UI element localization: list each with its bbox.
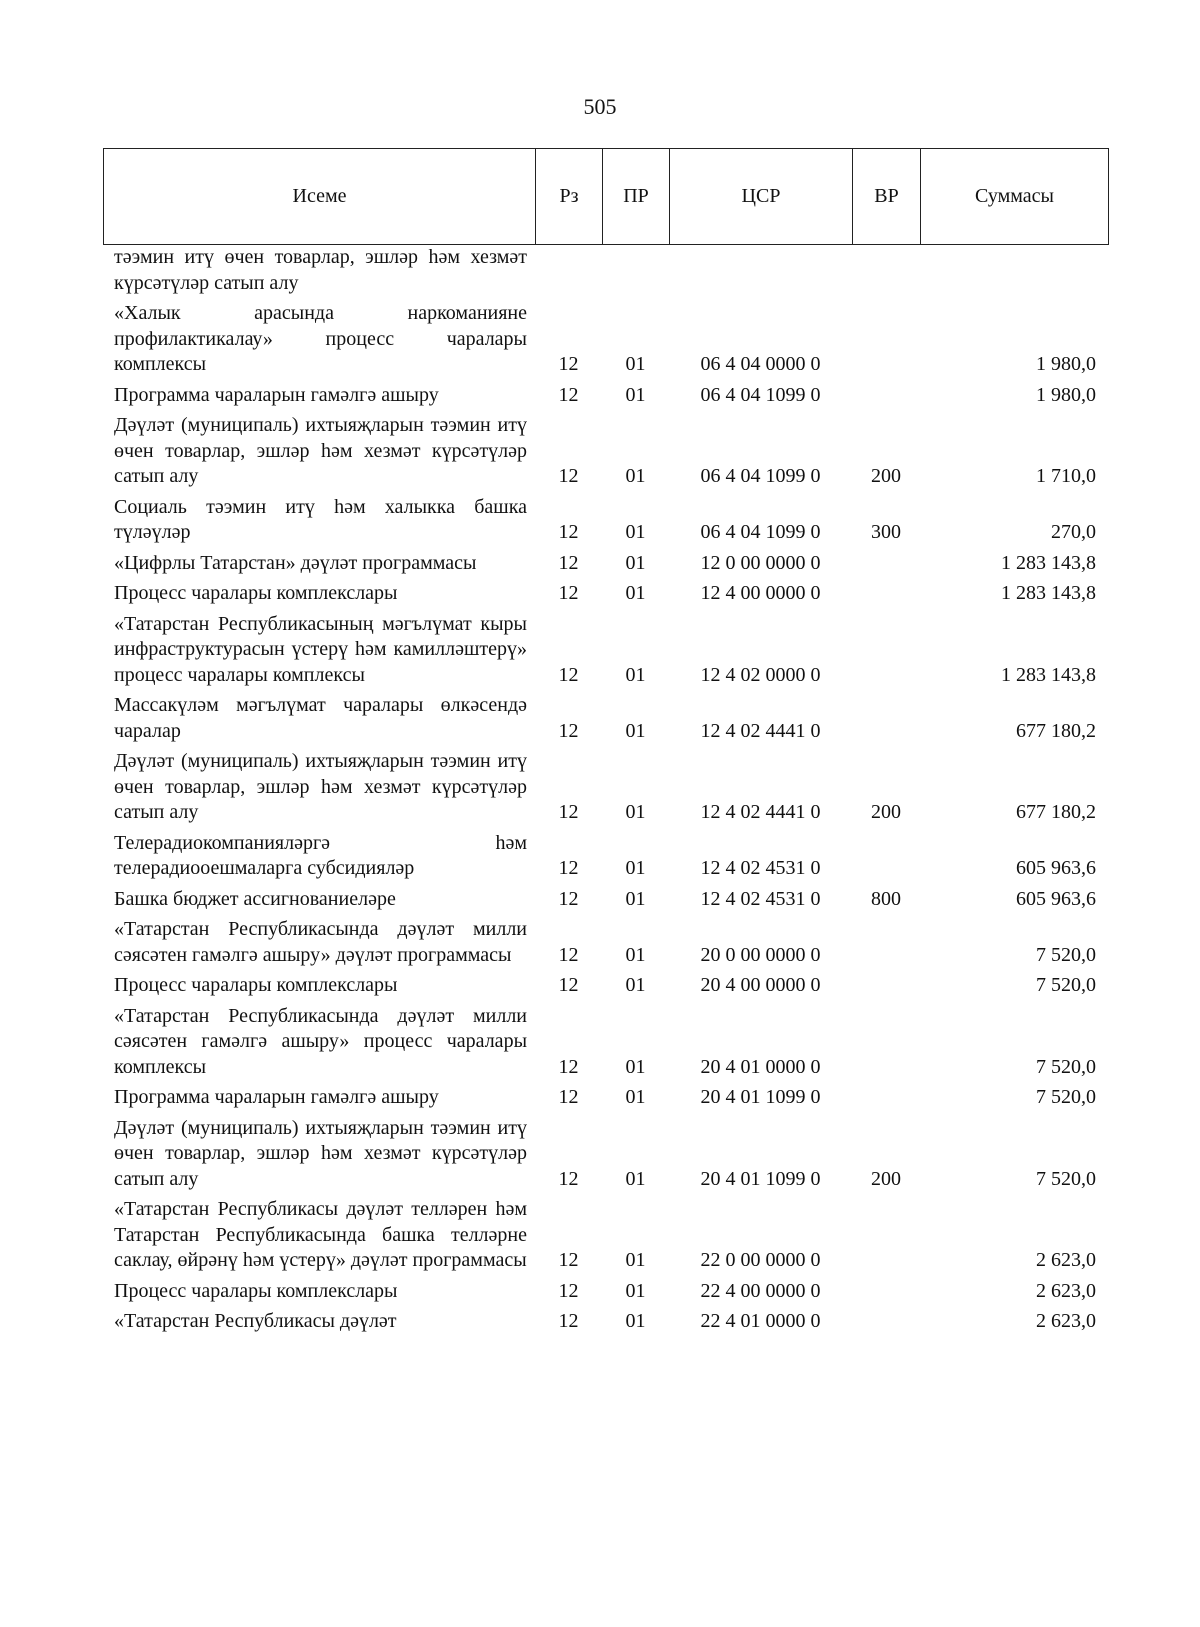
cell-sum: 677 180,2 <box>1016 719 1096 742</box>
cell-rz: 12 <box>558 801 579 823</box>
table-row <box>103 1111 1108 1193</box>
cell-vr: 200 <box>871 465 901 487</box>
cell-vr <box>852 1304 920 1335</box>
table-row <box>103 607 1108 689</box>
cell-rz: 12 <box>558 353 579 375</box>
cell-pr: 01 <box>625 1310 646 1332</box>
cell-pr: 01 <box>625 887 646 910</box>
cell-csr: 20 4 01 1099 0 <box>700 1086 821 1108</box>
cell-csr: 12 0 00 0000 0 <box>700 551 821 574</box>
table-row <box>103 378 1108 409</box>
cell-csr: 20 0 00 0000 0 <box>700 943 821 966</box>
cell-vr <box>852 378 920 409</box>
table-row <box>103 1304 1108 1335</box>
cell-name: Телерадиокомпанияләргә һәм телерадиооешмаларга субсидияләр <box>114 831 527 879</box>
table-header <box>103 148 1109 245</box>
cell-vr: 300 <box>871 521 901 543</box>
cell-rz: 12 <box>558 1249 579 1271</box>
table-row <box>103 999 1108 1081</box>
cell-rz: 12 <box>558 857 579 879</box>
cell-rz: 12 <box>558 1310 579 1332</box>
cell-name: «Цифрлы Татарстан» дәүләт программасы <box>114 551 477 574</box>
table-row <box>103 245 1108 296</box>
cell-rz: 12 <box>558 943 579 966</box>
cell-sum: 7 520,0 <box>1036 1086 1096 1108</box>
cell-sum: 1 283 143,8 <box>1001 551 1096 574</box>
cell-rz: 12 <box>558 383 579 406</box>
cell-csr: 12 4 02 0000 0 <box>700 663 821 686</box>
cell-sum: 2 623,0 <box>1036 1310 1096 1332</box>
cell-pr: 01 <box>625 719 646 742</box>
cell-csr: 12 4 02 4441 0 <box>700 719 821 742</box>
table-row <box>103 1274 1108 1305</box>
cell-sum: 7 520,0 <box>1036 1167 1096 1190</box>
cell-name: «Татарстан Республикасы дәүләт <box>114 1310 397 1332</box>
cell-name: «Татарстан Республикасы дәүләт телләрен һәм Татарстан Республикасында башка телләрне саклау, өйрәнү һәм үстерү» дәүләт программасы <box>114 1198 527 1271</box>
cell-pr: 01 <box>625 383 646 406</box>
cell-rz: 12 <box>558 974 579 996</box>
cell-csr <box>669 245 852 296</box>
cell-sum: 1 283 143,8 <box>1001 663 1096 686</box>
cell-sum: 605 963,6 <box>1016 857 1096 879</box>
cell-csr: 12 4 02 4531 0 <box>700 887 821 910</box>
cell-rz: 12 <box>558 1279 579 1302</box>
table-row <box>103 968 1108 999</box>
cell-rz <box>535 245 602 296</box>
cell-name: Процесс чаралары комплекслары <box>114 582 398 604</box>
cell-rz: 12 <box>558 887 579 910</box>
cell-rz: 12 <box>558 719 579 742</box>
cell-pr: 01 <box>625 521 646 543</box>
cell-pr: 01 <box>625 974 646 996</box>
cell-rz: 12 <box>558 521 579 543</box>
cell-csr: 22 0 00 0000 0 <box>700 1249 821 1271</box>
cell-name: тәэмин итү өчен товарлар, эшләр һәм хезмәт күрсәтүләр сатып алу <box>114 246 527 294</box>
cell-rz: 12 <box>558 551 579 574</box>
header-name: Исеме <box>104 149 536 245</box>
cell-vr <box>852 1274 920 1305</box>
cell-sum: 1 980,0 <box>1036 383 1096 406</box>
cell-csr: 20 4 01 0000 0 <box>700 1055 821 1078</box>
table-row <box>103 408 1108 490</box>
table-row <box>103 546 1108 577</box>
cell-name: Программа чараларын гамәлгә ашыру <box>114 1086 439 1108</box>
cell-pr: 01 <box>625 1055 646 1078</box>
cell-sum: 270,0 <box>1051 521 1096 543</box>
cell-vr <box>852 1080 920 1111</box>
cell-pr: 01 <box>625 1279 646 1302</box>
cell-sum: 7 520,0 <box>1036 1055 1096 1078</box>
cell-name: Социаль тәэмин итү һәм халыкка башка түләүләр <box>114 495 527 543</box>
cell-vr: 800 <box>871 887 901 910</box>
cell-sum: 1 283 143,8 <box>1001 582 1096 604</box>
cell-vr <box>852 1192 920 1274</box>
cell-sum: 2 623,0 <box>1036 1279 1096 1302</box>
cell-name: «Татарстан Республикасында дәүләт милли сәясәтен гамәлгә ашыру» дәүләт программасы <box>114 918 527 966</box>
cell-sum: 7 520,0 <box>1036 974 1096 996</box>
cell-name: Процесс чаралары комплекслары <box>114 1279 398 1302</box>
cell-vr <box>852 296 920 378</box>
cell-name: Дәүләт (муниципаль) ихтыяҗларын тәэмин итү өчен товарлар, эшләр һәм хезмәт күрсәтүләр сатып алу <box>114 750 527 823</box>
header-csr: ЦСР <box>670 149 853 245</box>
budget-table <box>103 245 1108 1335</box>
cell-pr: 01 <box>625 801 646 823</box>
cell-pr: 01 <box>625 857 646 879</box>
cell-name: Процесс чаралары комплекслары <box>114 974 398 996</box>
cell-rz: 12 <box>558 1055 579 1078</box>
cell-pr: 01 <box>625 1167 646 1190</box>
cell-csr: 20 4 00 0000 0 <box>700 974 821 996</box>
cell-csr: 06 4 04 1099 0 <box>700 465 821 487</box>
table-row <box>103 912 1108 968</box>
cell-csr: 06 4 04 1099 0 <box>700 383 821 406</box>
cell-sum: 605 963,6 <box>1016 887 1096 910</box>
table-row <box>103 882 1108 913</box>
cell-vr <box>852 688 920 744</box>
cell-sum <box>920 245 1108 296</box>
cell-csr: 12 4 02 4531 0 <box>700 857 821 879</box>
cell-pr: 01 <box>625 551 646 574</box>
cell-vr <box>852 245 920 296</box>
header-sum: Суммасы <box>921 149 1109 245</box>
cell-vr <box>852 912 920 968</box>
table-row <box>103 744 1108 826</box>
header-vr: ВР <box>853 149 921 245</box>
cell-pr: 01 <box>625 353 646 375</box>
cell-vr: 200 <box>871 1167 901 1190</box>
cell-name: Башка бюджет ассигнованиеләре <box>114 887 396 910</box>
cell-pr: 01 <box>625 1086 646 1108</box>
cell-pr: 01 <box>625 663 646 686</box>
cell-csr: 12 4 02 4441 0 <box>700 801 821 823</box>
cell-sum: 7 520,0 <box>1036 943 1096 966</box>
cell-vr <box>852 546 920 577</box>
cell-name: Дәүләт (муниципаль) ихтыяҗларын тәэмин итү өчен товарлар, эшләр һәм хезмәт күрсәтүләр сатып алу <box>114 414 527 487</box>
table-row <box>103 688 1108 744</box>
header-rz: Рз <box>536 149 603 245</box>
cell-csr: 20 4 01 1099 0 <box>700 1167 821 1190</box>
cell-vr <box>852 968 920 999</box>
cell-vr <box>852 576 920 607</box>
cell-sum: 2 623,0 <box>1036 1249 1096 1271</box>
cell-pr: 01 <box>625 943 646 966</box>
cell-csr: 22 4 00 0000 0 <box>700 1279 821 1302</box>
table-row <box>103 1192 1108 1274</box>
cell-vr <box>852 826 920 882</box>
cell-sum: 677 180,2 <box>1016 801 1096 823</box>
table-row <box>103 826 1108 882</box>
cell-rz: 12 <box>558 465 579 487</box>
cell-name: Массакүләм мәгълүмат чаралары өлкәсендә чаралар <box>114 694 527 742</box>
cell-pr: 01 <box>625 582 646 604</box>
cell-sum: 1 980,0 <box>1036 353 1096 375</box>
cell-csr: 12 4 00 0000 0 <box>700 582 821 604</box>
table-row <box>103 490 1108 546</box>
cell-name: Программа чараларын гамәлгә ашыру <box>114 383 439 406</box>
cell-name: «Халык арасында наркоманияне профилактикалау» процесс чаралары комплексы <box>114 302 527 375</box>
table-row <box>103 576 1108 607</box>
cell-csr: 06 4 04 0000 0 <box>700 353 821 375</box>
cell-name: «Татарстан Республикасының мәгълүмат кыры инфраструктурасын үстерү һәм камилләштерү» процесс чаралары комплексы <box>114 612 527 686</box>
cell-pr: 01 <box>625 1249 646 1271</box>
cell-name: «Татарстан Республикасында дәүләт милли сәясәтен гамәлгә ашыру» процесс чаралары комплексы <box>114 1004 527 1078</box>
cell-rz: 12 <box>558 582 579 604</box>
cell-pr <box>602 245 669 296</box>
cell-rz: 12 <box>558 1086 579 1108</box>
cell-vr: 200 <box>871 801 901 823</box>
cell-rz: 12 <box>558 663 579 686</box>
page-number: 505 <box>583 94 617 119</box>
header-pr: ПР <box>603 149 670 245</box>
cell-csr: 22 4 01 0000 0 <box>700 1310 821 1332</box>
cell-csr: 06 4 04 1099 0 <box>700 521 821 543</box>
table-row <box>103 296 1108 378</box>
cell-name: Дәүләт (муниципаль) ихтыяҗларын тәэмин итү өчен товарлар, эшләр һәм хезмәт күрсәтүләр сатып алу <box>114 1116 527 1190</box>
cell-sum: 1 710,0 <box>1036 465 1096 487</box>
table-row <box>103 1080 1108 1111</box>
cell-rz: 12 <box>558 1167 579 1190</box>
cell-vr <box>852 999 920 1081</box>
cell-pr: 01 <box>625 465 646 487</box>
cell-vr <box>852 607 920 689</box>
